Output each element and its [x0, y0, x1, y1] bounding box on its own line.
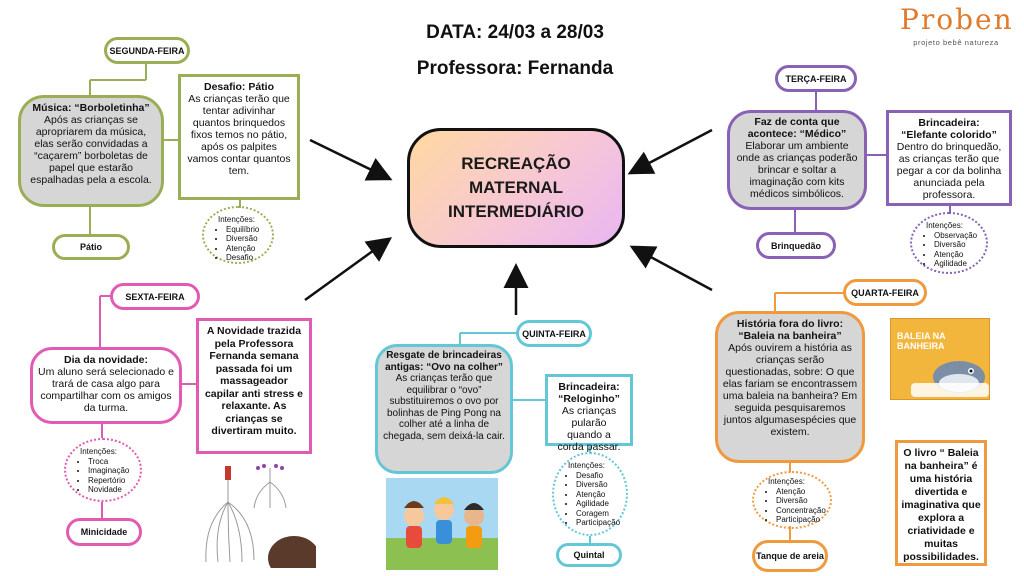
activity-head-quinta: Resgate de brincadeiras antigas: “Ovo na colher” — [385, 350, 503, 373]
activity-head-quarta: História fora do livro: “Baleia na banheira” — [736, 318, 844, 342]
intention-item: • Desafio — [576, 471, 622, 481]
intention-item: • Troca — [88, 457, 136, 467]
intention-item: • Atenção — [226, 244, 268, 254]
proben-logo — [900, 2, 1012, 52]
intention-item: • Participação — [576, 518, 622, 528]
day-label-segunda: SEGUNDA-FEIRA — [104, 37, 190, 64]
activity-box-segunda — [18, 95, 164, 207]
activity-box-sexta — [30, 347, 182, 424]
intentions-title-quarta: Intenções: — [768, 477, 805, 486]
intention-item: • Atenção — [934, 250, 982, 260]
day-label-quinta: QUINTA-FEIRA — [516, 320, 592, 347]
activity-body-quinta: As crianças terão que equilibrar o “ovo” substituiremos o ovo por bolinhas de Ping Pong na colher até a linha de chegada, sem deixá-la cair. — [383, 373, 505, 442]
activity-head-segunda: Música: “Borboletinha” — [32, 102, 150, 114]
place-label-terca: Brinquedão — [756, 232, 836, 259]
intention-item: • Agilidade — [934, 259, 982, 269]
intentions-title-segunda: Intenções: — [218, 215, 255, 224]
day-label-terca: TERÇA-FEIRA — [775, 65, 857, 92]
activity-body-segunda: Após as crianças se apropriarem da música, elas serão convidadas a “caçarem” borboletas de papel que estarão espalhadas pela a escola. — [30, 114, 152, 186]
intention-item: • Atenção — [776, 487, 826, 497]
game-box-terca — [886, 110, 1012, 206]
intention-item: • Diversão — [776, 496, 826, 506]
place-label-quarta: Tanque de areia — [752, 540, 828, 572]
place-label-sexta: Minicidade — [66, 518, 142, 546]
day-label-quarta: QUARTA-FEIRA — [843, 279, 927, 306]
intentions-sexta — [64, 438, 142, 502]
book-cover-image — [890, 318, 990, 400]
book-cover-title: BALEIA NA BANHEIRA — [897, 331, 946, 351]
intention-item: • Imaginação — [88, 466, 136, 476]
game-box-quinta — [545, 374, 633, 453]
challenge-body-segunda: As crianças terão que tentar adivinhar quantos brinquedos fixos temos no pátio, após os palpites vamos contar quantos tem. — [187, 93, 291, 177]
game-body-terca: Dentro do brinquedão, as crianças terão que pegar a cor da bolinha anunciada pela professora. — [896, 141, 1002, 201]
book-note-box — [895, 440, 987, 566]
intention-item: • Novidade — [88, 485, 136, 495]
intention-item: • Equilíbrio — [226, 225, 268, 235]
logo-wordmark: Proben — [900, 3, 1014, 36]
activity-box-terca — [727, 110, 867, 210]
intention-item: • Diversão — [576, 480, 622, 490]
intention-item: • Repertório — [88, 476, 136, 486]
intentions-terca — [910, 212, 988, 274]
game-head-terca: Brincadeira: “Elefante colorido” — [901, 117, 997, 141]
activity-body-quarta: Após ouvirem a história as crianças serão questionadas, sobre: O que elas fariam se encontrassem uma baleia na banheira? Em seguida pesquisaremos juntos algumasespécies que existem. — [722, 342, 858, 438]
intention-item: • Coragem — [576, 509, 622, 519]
intentions-title-sexta: Intenções: — [80, 447, 117, 456]
intention-item: • Concentração — [776, 506, 826, 516]
place-label-segunda: Pátio — [52, 234, 130, 260]
intention-item: • Observação — [934, 231, 982, 241]
news-box-sexta — [196, 318, 312, 454]
center-title: RECREAÇÃO MATERNAL INTERMEDIÁRIO — [448, 154, 584, 221]
game-body-quinta: As crianças pularão quando a corda passar. — [557, 405, 621, 453]
center-title-box — [407, 128, 625, 248]
intentions-title-terca: Intenções: — [926, 221, 963, 230]
activity-head-terca: Faz de conta que acontece: “Médico” — [747, 116, 847, 140]
intention-item: • Agilidade — [576, 499, 622, 509]
intentions-title-quinta: Intenções: — [568, 461, 605, 470]
whale-illustration — [891, 319, 990, 400]
activity-body-terca: Elaborar um ambiente onde as crianças poderão brincar e soltar a imaginação com kits médicos simbólicos. — [736, 140, 858, 200]
game-head-quinta: Brincadeira: “Reloginho” — [558, 381, 620, 405]
teacher-title: Professora: Fernanda — [416, 58, 614, 79]
news-text-sexta: A Novidade trazida pela Professora Fernanda semana passada foi um massageador capilar anti stress e relaxante. As crianças se divertiram muito. — [204, 325, 304, 437]
intention-item: • Atenção — [576, 490, 622, 500]
intention-item: • Desafio — [226, 253, 268, 263]
intentions-segunda — [202, 206, 274, 264]
date-title: DATA: 24/03 a 28/03 — [426, 22, 604, 43]
day-label-sexta: SEXTA-FEIRA — [110, 283, 200, 310]
logo-tagline: projeto bebê natureza — [913, 38, 999, 47]
activity-body-sexta: Um aluno será selecionado e trará de casa algo para compartilhar com os amigos da turma. — [38, 366, 174, 414]
activity-head-sexta: Dia da novidade: — [63, 354, 148, 366]
head-massager-illustration — [198, 462, 316, 568]
book-note-text: O livro “ Baleia na banheira” é uma história divertida e imaginativa que explora a criatividade e muitas possibilidades. — [901, 447, 981, 563]
place-label-quinta: Quintal — [556, 543, 622, 567]
intentions-quarta — [752, 471, 832, 529]
activity-box-quinta — [375, 344, 513, 474]
activity-box-quarta — [715, 311, 865, 463]
intention-item: • Participação — [776, 515, 826, 525]
intentions-quinta — [552, 452, 628, 536]
kids-running-illustration — [386, 478, 498, 570]
intention-item: • Diversão — [934, 240, 982, 250]
challenge-box-segunda — [178, 74, 300, 200]
challenge-head-segunda: Desafio: Pátio — [203, 81, 274, 93]
intention-item: • Diversão — [226, 234, 268, 244]
